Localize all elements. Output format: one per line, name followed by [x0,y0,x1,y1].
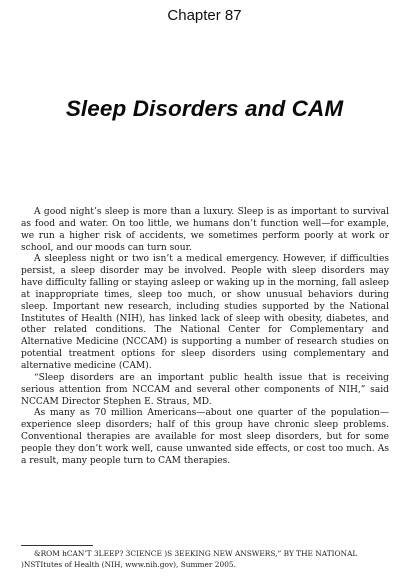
paragraph: As many as 70 million Americans—about one quarter of the population—experience sleep disorders; half of this group have chronic sleep problems. Conventional therapies are available for most sleep disorders, but for some people they don’t work well, cause unwanted side effects, or cost too much. As a result, many people turn to CAM therapies. [21,408,389,466]
paragraph: A good night’s sleep is more than a luxury. Sleep is as important to survival as food and water. On too little, we humans don’t function well—for example, we run a higher risk of accidents, we sometimes perform poorly at work or school, and our moods can turn sour. [21,207,389,253]
footnote [21,548,389,570]
paragraph: “Sleep disorders are an important public health issue that is receiving serious attention from NCCAM and several other components of NIH,” said NCCAM Director Stephen E. Straus, MD. [21,372,389,407]
chapter-heading: Chapter 87 [167,7,242,24]
body-text [21,207,389,468]
footnote-divider [21,545,93,546]
paragraph: A sleepless night or two isn’t a medical emergency. However, if difficulties persist, a sleep disorder may be involved. People with sleep disorders may have difficulty falling or staying asleep or waking up in the morning, fall asleep at inappropriate times, sleep too much, or show unusual behaviors during sleep. Important new research, including studies supported by the National Institutes of Health (NIH), has linked lack of sleep with obesity, diabetes, and other related conditions. The National Center for Complementary and Alternative Medicine (NCCAM) is supporting a number of research studies on potential treatment options for sleep disorders using complementary and alternative medicine (CAM). [21,254,389,371]
page-title: Sleep Disorders and CAM [65,96,344,121]
footnote-text: &ROM hCAN’T 3LEEP? 3CIENCE )S 3EEKING NEW ANSWERS,” BY THE NATIONAL )NSTItutes of Health (NIH, www.nih.gov), Summer 2005. [21,549,358,569]
